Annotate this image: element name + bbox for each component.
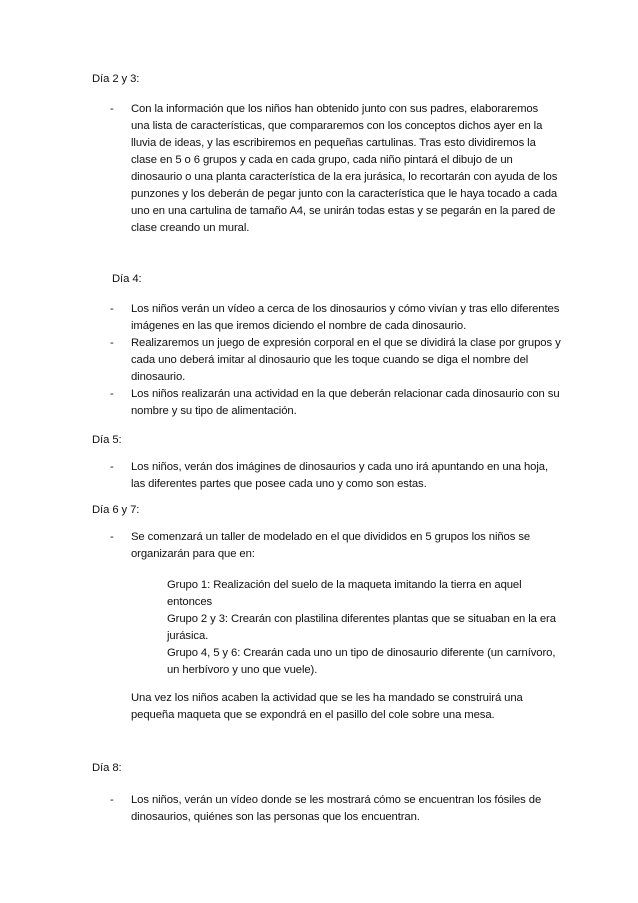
bullet-dash: -	[110, 103, 114, 115]
bullet-dash: -	[110, 461, 114, 473]
bullet-line: punzones y los deberán de pegar junto con la característica que le haya tocado a cada	[131, 188, 558, 200]
section-heading-dia-5: Día 5:	[92, 434, 122, 446]
bullet-dash: -	[110, 794, 114, 806]
bullet-line: clase en 5 o 6 grupos y cada en cada grupo, cada niño pintará el dibujo de un	[131, 154, 513, 166]
bullet-line: Los niños, verán un vídeo donde se les mostrará cómo se encuentran los fósiles de	[131, 794, 542, 806]
bullet-text	[131, 459, 548, 493]
bullet-line: cada uno deberá imitar al dinosaurio que les toque cuando se diga el nombre del	[131, 354, 529, 366]
closing-paragraph	[131, 690, 523, 724]
group-line: Grupo 2 y 3: Crearán con plastilina diferentes plantas que se situaban en la era	[167, 613, 556, 625]
bullet-text	[131, 301, 559, 335]
bullet-dash: -	[110, 531, 114, 543]
bullet-line: nombre y su tipo de alimentación.	[131, 405, 297, 417]
bullet-text	[131, 335, 561, 386]
bullet-line: clase creando un mural.	[131, 222, 250, 234]
bullet-text	[131, 386, 560, 420]
group-line: un herbívoro y uno que vuele).	[167, 664, 318, 676]
closing-line: Una vez los niños acaben la actividad que se les ha mandado se construirá una	[131, 692, 523, 704]
bullet-text	[131, 792, 541, 826]
bullet-line: Se comenzará un taller de modelado en el que divididos en 5 grupos los niños se	[131, 531, 531, 543]
bullet-line: imágenes en las que iremos diciendo el nombre de cada dinosaurio.	[131, 320, 467, 332]
group-line: entonces	[167, 596, 213, 608]
group-list	[167, 577, 556, 679]
bullet-line: lluvia de ideas, y las escribiremos en pequeñas cartulinas. Tras esto dividiremos la	[131, 137, 536, 149]
bullet-line: dinosaurios, quiénes son las personas que los encuentran.	[131, 811, 420, 823]
bullet-line: Los niños realizarán una actividad en la que deberán relacionar cada dinosaurio con su	[131, 388, 560, 400]
bullet-line: las diferentes partes que posee cada uno y como son estas.	[131, 478, 427, 490]
section-heading-dia-2-3: Día 2 y 3:	[92, 73, 140, 85]
bullet-line: Los niños, verán dos imágines de dinosaurios y cada uno irá apuntando en una hoja,	[131, 461, 548, 473]
bullet-line: dinosaurio o una planta característica de la era jurásica, lo recortarán con ayuda de los	[131, 171, 558, 183]
group-line: Grupo 4, 5 y 6: Crearán cada uno un tipo de dinosaurio diferente (un carnívoro,	[167, 647, 556, 659]
group-line: jurásica.	[167, 630, 209, 642]
bullet-dash: -	[110, 388, 114, 400]
bullet-line: dinosaurio.	[131, 371, 186, 383]
closing-line: pequeña maqueta que se expondrá en el pasillo del cole sobre una mesa.	[131, 709, 495, 721]
group-line: Grupo 1: Realización del suelo de la maqueta imitando la tierra en aquel	[167, 579, 522, 591]
bullet-dash: -	[110, 337, 114, 349]
bullet-line: uno en una cartulina de tamaño A4, se unirán todas estas y se pegarán en la pared de	[131, 205, 556, 217]
section-heading-dia-4: Día 4:	[112, 273, 142, 285]
bullet-line: Con la información que los niños han obtenido junto con sus padres, elaboraremos	[131, 103, 539, 115]
bullet-text	[131, 529, 530, 563]
bullet-text	[131, 101, 557, 237]
section-heading-dia-8: Día 8:	[92, 762, 122, 774]
bullet-line: Realizaremos un juego de expresión corporal en el que se dividirá la clase por grupos y	[131, 337, 561, 349]
bullet-line: una lista de características, que compararemos con los conceptos dichos ayer en la	[131, 120, 543, 132]
bullet-line: Los niños verán un vídeo a cerca de los dinosaurios y cómo vivían y tras ello diferentes	[131, 303, 560, 315]
bullet-dash: -	[110, 303, 114, 315]
section-heading-dia-6-7: Día 6 y 7:	[92, 504, 140, 516]
bullet-line: organizarán para que en:	[131, 548, 255, 560]
